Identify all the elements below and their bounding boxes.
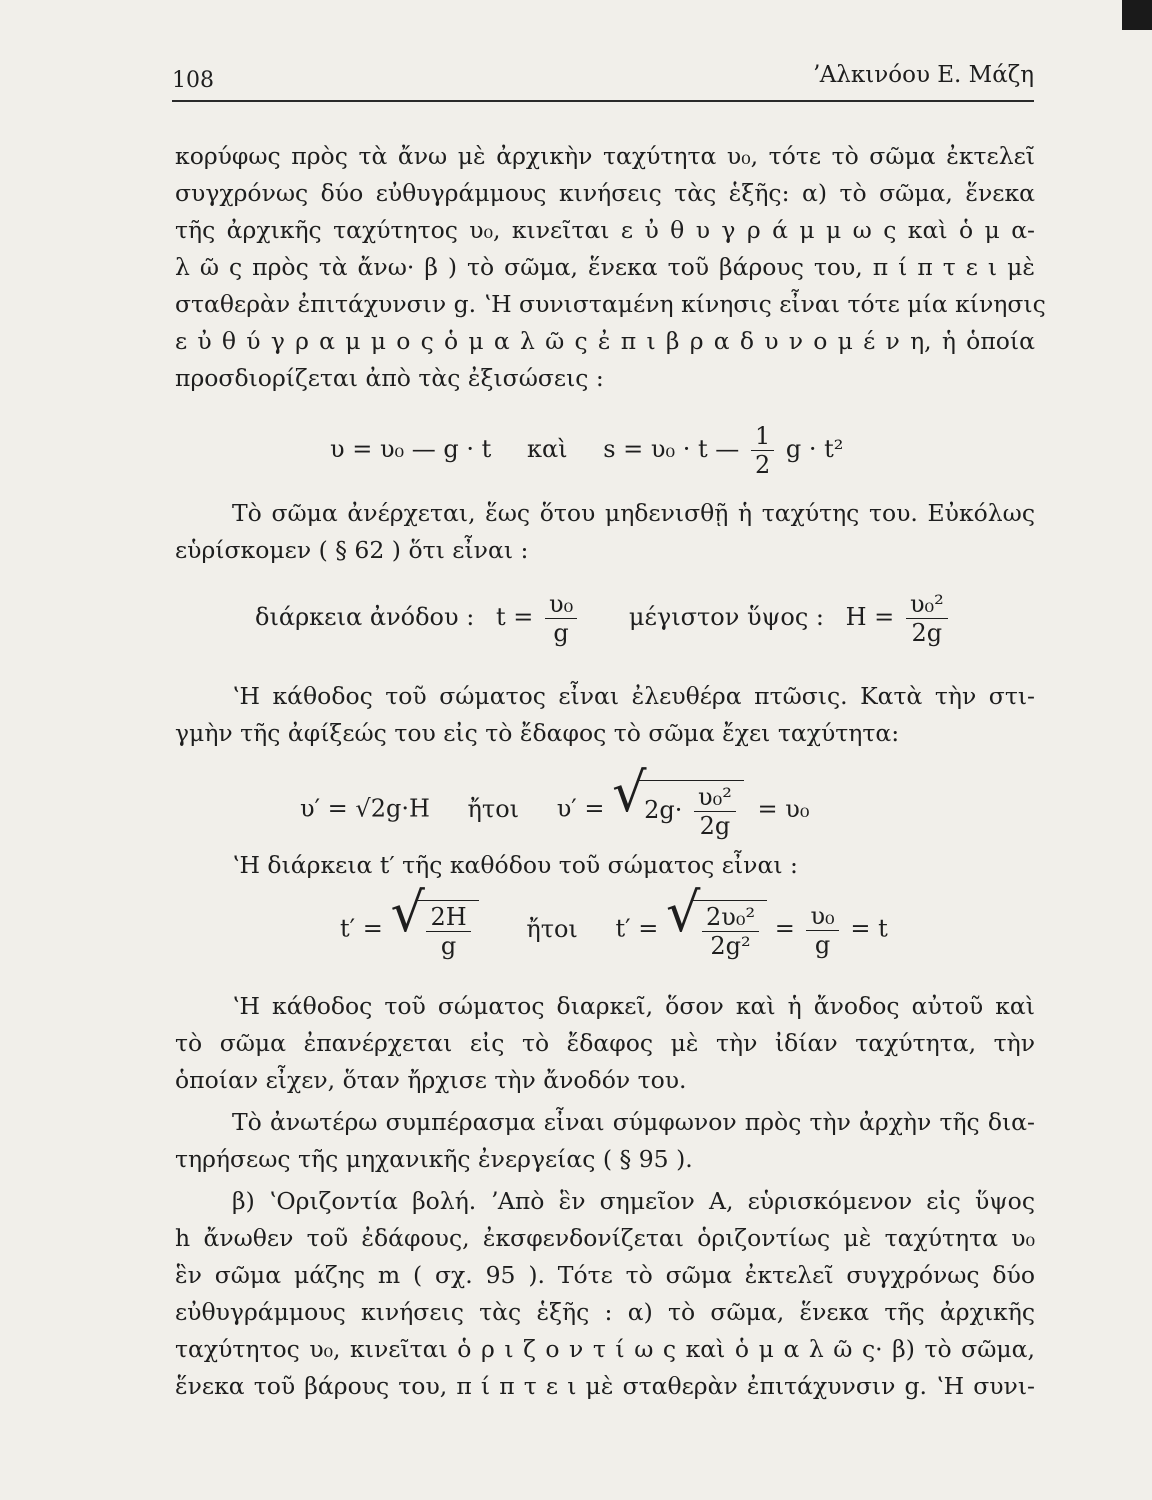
text-line: συγχρόνως δύο εὐθυγράμμους κινήσεις τὰς ἑξῆς: α) τὸ σῶμα, ἕνεκα — [175, 179, 1035, 207]
eq-velocity: υ = υ₀ — g · t — [330, 435, 492, 463]
eq-etoi: ἤτοι — [467, 794, 520, 823]
text-line: γμὴν τῆς ἀφίξεώς του εἰς τὸ ἔδαφος τὸ σῶμα ἔχει ταχύτητα: — [175, 719, 900, 747]
page-header — [172, 60, 1034, 102]
text-line: ἕνεκα τοῦ βάρους του, π ί π τ ε ι μὲ σταθερὰν ἐπιτάχυνσιν g. ʽΗ συνι- — [175, 1372, 1035, 1400]
eq-v-prime: υ′ = √2g·H — [300, 794, 430, 823]
eq-result: = t — [850, 914, 888, 943]
running-title: ʼΑλκινόου Ε. Μάζη — [812, 62, 1034, 88]
eq-equals: = — [774, 914, 795, 943]
fraction-numerator: υ₀ — [806, 902, 838, 931]
eq-and: καὶ — [526, 435, 568, 463]
fraction-numerator: υ₀² — [906, 590, 948, 619]
fraction-u02-2g — [694, 783, 736, 840]
fraction-half — [751, 422, 774, 479]
fraction-u0-g — [806, 902, 838, 959]
fraction-2H-g — [426, 903, 470, 960]
fraction-numerator: 2υ₀² — [702, 903, 759, 932]
text-line: ʽΗ κάθοδος τοῦ σώματος διαρκεῖ, ὅσον καὶ ἡ ἄνοδος αὐτοῦ καὶ — [232, 992, 1035, 1020]
fraction-numerator: 2H — [426, 903, 470, 932]
equation-descent-time — [340, 881, 888, 960]
fraction-denominator: 2g — [699, 812, 731, 840]
eq-t-prime-2: t′ = — [615, 914, 659, 943]
text-line: εὑρίσκομεν ( § 62 ) ὅτι εἶναι : — [175, 536, 529, 564]
max-height-label: μέγιστον ὕψος : — [628, 603, 824, 631]
square-root: √ $\frac{\text{2υ₀²}}{\text{2g²}}$ — [670, 900, 767, 960]
text-line: σταθερὰν ἐπιτάχυνσιν g. ʽΗ συνισταμένη κίνησις εἶναι τότε μία κίνησις — [175, 290, 1046, 318]
text-line: ʽΗ κάθοδος τοῦ σώματος εἶναι ἐλευθέρα πτῶσις. Κατὰ τὴν στι- — [232, 682, 1035, 710]
text-line: λ ῶ ς πρὸς τὰ ἄνω· β ) τὸ σῶμα, ἕνεκα τοῦ βάρους του, π ί π τ ε ι μὲ — [175, 253, 1035, 281]
text-line: ʽΗ διάρκεια t′ τῆς καθόδου τοῦ σώματος εἶναι : — [232, 851, 798, 879]
text-line: προσδιορίζεται ἀπὸ τὰς ἐξισώσεις : — [175, 364, 604, 392]
text-line: ταχύτητος υ₀, κινεῖται ὁ ρ ι ζ ο ν τ ί ω ς καὶ ὁ μ α λ ῶ ς· β) τὸ σῶμα, — [175, 1335, 1035, 1363]
equation-motion — [330, 422, 843, 479]
eq-distance: s = υ₀ · t — — [603, 435, 740, 463]
fraction-u02-2g — [906, 590, 948, 647]
eq-gt2: g · t² — [785, 435, 844, 463]
fraction-2u02-2g2 — [702, 903, 759, 960]
fraction-denominator: 2g — [911, 619, 943, 647]
text-line: h ἄνωθεν τοῦ ἐδάφους, ἐκσφενδονίζεται ὁριζοντίως μὲ ταχύτητα υ₀ — [175, 1224, 1035, 1252]
equation-final-velocity — [300, 761, 810, 840]
eq-t: t = — [495, 603, 534, 631]
text-line: τὸ σῶμα ἐπανέρχεται εἰς τὸ ἔδαφος μὲ τὴν ἰδίαν ταχύτητα, τὴν — [175, 1029, 1035, 1057]
fraction-denominator: g — [814, 930, 831, 959]
fraction-numerator: υ₀² — [694, 783, 736, 812]
scan-corner-mark — [1122, 0, 1152, 30]
fraction-denominator: g — [553, 619, 569, 647]
eq-v-prime-2: υ′ = — [556, 794, 605, 823]
eq-t-prime: t′ = — [340, 914, 383, 943]
text-line: ἓν σῶμα μάζης m ( σχ. 95 ). Τότε τὸ σῶμα ἐκτελεῖ συγχρόνως δύο — [175, 1261, 1035, 1289]
text-line: ὁποίαν εἶχεν, ὅταν ἤρχισε τὴν ἄνοδόν του. — [175, 1066, 687, 1094]
fraction-denominator: 2 — [754, 451, 771, 479]
equation-ascent — [255, 590, 952, 647]
text-line: κορύφως πρὸς τὰ ἄνω μὲ ἀρχικὴν ταχύτητα υ₀, τότε τὸ σῶμα ἐκτελεῖ — [175, 142, 1035, 170]
ascent-duration-label: διάρκεια ἀνόδου : — [255, 603, 475, 631]
eq-H: H = — [845, 603, 895, 631]
square-root: √ $\frac{2H}{g}$ — [394, 900, 478, 960]
text-line: εὐθυγράμμους κινήσεις τὰς ἑξῆς : α) τὸ σῶμα, ἕνεκα τῆς ἀρχικῆς — [175, 1298, 1035, 1326]
text-line: β) ʽΟριζοντία βολή. ʼΑπὸ ἓν σημεῖον Α, εὑρισκόμενον εἰς ὕψος — [232, 1187, 1035, 1215]
radicand: 2g· — [644, 796, 683, 824]
fraction-denominator: 2g² — [710, 932, 751, 960]
square-root: √ 2g· $\frac{\text{υ₀²}}{2g}$ — [616, 780, 744, 840]
fraction-numerator: υ₀ — [545, 590, 577, 619]
fraction-denominator: g — [440, 932, 457, 960]
text-line: τῆς ἀρχικῆς ταχύτητος υ₀, κινεῖται ε ὐ θ υ γ ρ ά μ μ ω ς καὶ ὁ μ α- — [175, 216, 1035, 244]
text-line: Τὸ σῶμα ἀνέρχεται, ἕως ὅτου μηδενισθῇ ἡ ταχύτης του. Εὐκόλως — [232, 499, 1035, 527]
text-line: τηρήσεως τῆς μηχανικῆς ἐνεργείας ( § 95 ). — [175, 1145, 693, 1173]
eq-etoi: ἤτοι — [526, 914, 578, 943]
text-line: Τὸ ἀνωτέρω συμπέρασμα εἶναι σύμφωνον πρὸς τὴν ἀρχὴν τῆς δια- — [232, 1108, 1035, 1136]
fraction-numerator: 1 — [751, 422, 774, 451]
fraction-u0-g — [545, 590, 577, 647]
text-line: ε ὐ θ ύ γ ρ α μ μ ο ς ὁ μ α λ ῶ ς ἐ π ι β ρ α δ υ ν ο μ έ ν η, ἡ ὁποία — [175, 327, 1035, 355]
eq-result: = υ₀ — [757, 794, 810, 823]
page-number: 108 — [172, 68, 214, 93]
